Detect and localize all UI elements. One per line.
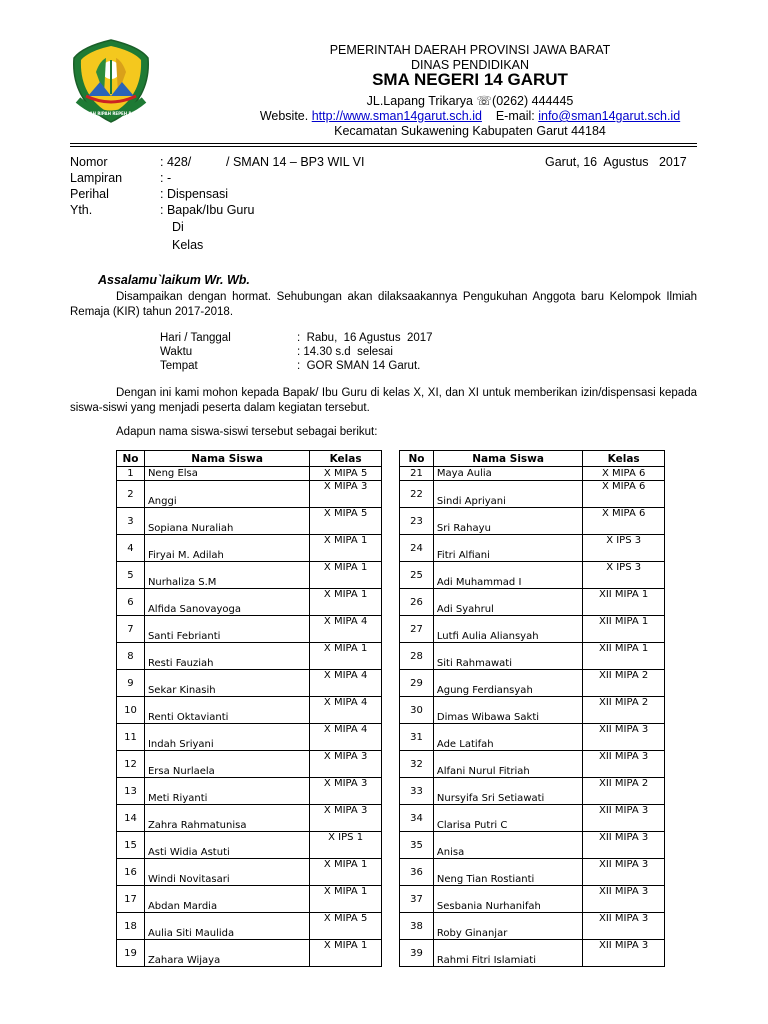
student-name: Dimas Wibawa Sakti xyxy=(433,697,582,724)
student-name: Alfani Nurul Fitriah xyxy=(433,751,582,778)
student-number: 30 xyxy=(400,697,434,724)
school-address: JL.Lapang Trikarya ☏(0262) 444445 xyxy=(366,94,574,108)
nomor-label: Nomor xyxy=(70,155,108,169)
student-name: Zahra Rahmatunisa xyxy=(144,805,309,832)
student-name: Ade Latifah xyxy=(433,724,582,751)
table-row xyxy=(400,778,665,805)
header-name: Nama Siswa xyxy=(433,451,582,467)
table-row xyxy=(117,481,382,508)
table-row xyxy=(117,859,382,886)
header-no: No xyxy=(400,451,434,467)
table-row xyxy=(400,670,665,697)
student-class: XII MIPA 3 xyxy=(583,805,665,832)
table-row xyxy=(117,467,382,481)
student-class: X MIPA 1 xyxy=(310,643,382,670)
student-number: 14 xyxy=(117,805,145,832)
student-class: X MIPA 4 xyxy=(310,724,382,751)
hari-value: : Rabu, 16 Agustus 2017 xyxy=(297,332,433,344)
table-row xyxy=(400,832,665,859)
student-class: X IPS 3 xyxy=(583,562,665,589)
student-class: X MIPA 5 xyxy=(310,508,382,535)
student-name: Neng Elsa xyxy=(144,467,309,481)
student-class: X MIPA 3 xyxy=(310,481,382,508)
student-class: X MIPA 1 xyxy=(310,886,382,913)
header-no: No xyxy=(117,451,145,467)
student-number: 4 xyxy=(117,535,145,562)
table-row xyxy=(400,697,665,724)
school-name: SMA NEGERI 14 GARUT xyxy=(372,70,568,89)
student-class: XII MIPA 3 xyxy=(583,859,665,886)
yth-value: : Bapak/Ibu Guru xyxy=(160,203,255,217)
student-number: 33 xyxy=(400,778,434,805)
student-class: X MIPA 3 xyxy=(310,778,382,805)
student-name: Abdan Mardia xyxy=(144,886,309,913)
student-number: 36 xyxy=(400,859,434,886)
student-name: Maya Aulia xyxy=(433,467,582,481)
waktu-label: Waktu xyxy=(160,346,193,358)
waktu-value: : 14.30 s.d selesai xyxy=(297,346,393,358)
yth-label: Yth. xyxy=(70,203,93,217)
student-name: Alfida Sanovayoga xyxy=(144,589,309,616)
student-name: Neng Tian Rostianti xyxy=(433,859,582,886)
student-name: Adi Syahrul xyxy=(433,589,582,616)
table-row xyxy=(117,643,382,670)
student-number: 22 xyxy=(400,481,434,508)
letter-date: Garut, 16 Agustus 2017 xyxy=(545,155,687,169)
table-row xyxy=(117,913,382,940)
student-number: 15 xyxy=(117,832,145,859)
student-number: 8 xyxy=(117,643,145,670)
kelas-text: Kelas xyxy=(172,238,204,252)
paragraph-list-intro: Adapun nama siswa-siswi tersebut sebagai berikut: xyxy=(116,426,378,438)
student-number: 5 xyxy=(117,562,145,589)
table-row xyxy=(117,940,382,967)
student-number: 23 xyxy=(400,508,434,535)
student-number: 37 xyxy=(400,886,434,913)
paragraph-intro: Disampaikan dengan hormat. Sehubungan akan dilaksaakannya Pengukuhan Anggota baru Kelompok Ilmiah Remaja (KIR) tahun 2017-2018. xyxy=(70,291,697,318)
student-name: Fitri Alfiani xyxy=(433,535,582,562)
student-name: Rahmi Fitri Islamiati xyxy=(433,940,582,967)
student-class: X MIPA 1 xyxy=(310,940,382,967)
table-row xyxy=(117,886,382,913)
student-number: 16 xyxy=(117,859,145,886)
student-number: 24 xyxy=(400,535,434,562)
table-row xyxy=(400,508,665,535)
student-number: 3 xyxy=(117,508,145,535)
table-row xyxy=(400,562,665,589)
table-row xyxy=(117,832,382,859)
website-label: Website. xyxy=(259,109,309,123)
student-number: 12 xyxy=(117,751,145,778)
table-row xyxy=(400,616,665,643)
student-class: XII MIPA 3 xyxy=(583,886,665,913)
student-class: X MIPA 6 xyxy=(583,481,665,508)
student-name: Sindi Apriyani xyxy=(433,481,582,508)
table-row xyxy=(117,589,382,616)
header-name: Nama Siswa xyxy=(144,451,309,467)
student-name: Agung Ferdiansyah xyxy=(433,670,582,697)
provincial-emblem-logo xyxy=(70,38,152,124)
header-kelas: Kelas xyxy=(583,451,665,467)
student-name: Sesbania Nurhanifah xyxy=(433,886,582,913)
student-class: XII MIPA 1 xyxy=(583,616,665,643)
email-label: E-mail: xyxy=(495,109,535,123)
student-class: X MIPA 6 xyxy=(583,508,665,535)
student-name: Sri Rahayu xyxy=(433,508,582,535)
table-row xyxy=(117,697,382,724)
student-class: XII MIPA 2 xyxy=(583,697,665,724)
website-link[interactable]: http://www.sman14garut.sch.id xyxy=(311,109,482,123)
student-number: 31 xyxy=(400,724,434,751)
student-number: 32 xyxy=(400,751,434,778)
student-number: 34 xyxy=(400,805,434,832)
student-class: X IPS 1 xyxy=(310,832,382,859)
student-class: X MIPA 1 xyxy=(310,589,382,616)
student-class: X MIPA 3 xyxy=(310,751,382,778)
perihal-label: Perihal xyxy=(70,187,109,201)
student-name: Anisa xyxy=(433,832,582,859)
table-row xyxy=(117,805,382,832)
table-row xyxy=(117,535,382,562)
header-kelas: Kelas xyxy=(310,451,382,467)
student-number: 7 xyxy=(117,616,145,643)
tempat-label: Tempat xyxy=(160,360,198,372)
contact-line xyxy=(170,109,768,123)
hari-label: Hari / Tanggal xyxy=(160,332,231,344)
student-class: X MIPA 5 xyxy=(310,467,382,481)
student-number: 10 xyxy=(117,697,145,724)
student-name: Nursyifa Sri Setiawati xyxy=(433,778,582,805)
greeting: Assalamu`laikum Wr. Wb. xyxy=(98,273,250,287)
nomor-value: : 428/ / SMAN 14 – BP3 WIL VI xyxy=(160,155,365,169)
student-table-right xyxy=(399,450,665,967)
table-row xyxy=(400,643,665,670)
student-class: XII MIPA 3 xyxy=(583,940,665,967)
student-class: XII MIPA 1 xyxy=(583,589,665,616)
student-name: Lutfi Aulia Aliansyah xyxy=(433,616,582,643)
logo-motto: GEMAH RIPAH REPEH RAPIH xyxy=(79,111,143,116)
student-number: 17 xyxy=(117,886,145,913)
student-name: Adi Muhammad I xyxy=(433,562,582,589)
table-row xyxy=(400,859,665,886)
student-name: Indah Sriyani xyxy=(144,724,309,751)
student-class: XII MIPA 3 xyxy=(583,913,665,940)
student-class: XII MIPA 2 xyxy=(583,778,665,805)
student-class: XII MIPA 2 xyxy=(583,670,665,697)
student-number: 26 xyxy=(400,589,434,616)
table-row xyxy=(117,508,382,535)
header-divider xyxy=(70,143,697,144)
student-number: 13 xyxy=(117,778,145,805)
header-divider-thin xyxy=(70,146,697,147)
lampiran-value: : - xyxy=(160,171,172,185)
student-name: Firyai M. Adilah xyxy=(144,535,309,562)
student-name: Ersa Nurlaela xyxy=(144,751,309,778)
student-number: 27 xyxy=(400,616,434,643)
table-row xyxy=(400,940,665,967)
student-number: 38 xyxy=(400,913,434,940)
student-name: Sekar Kinasih xyxy=(144,670,309,697)
student-class: XII MIPA 3 xyxy=(583,832,665,859)
student-class: XII MIPA 3 xyxy=(583,724,665,751)
header-department-line: DINAS PENDIDIKAN xyxy=(410,58,530,72)
student-name: Resti Fauziah xyxy=(144,643,309,670)
student-name: Meti Riyanti xyxy=(144,778,309,805)
student-number: 29 xyxy=(400,670,434,697)
table-header-row xyxy=(400,451,665,467)
student-class: X MIPA 4 xyxy=(310,697,382,724)
student-name: Asti Widia Astuti xyxy=(144,832,309,859)
table-row xyxy=(400,467,665,481)
student-name: Anggi xyxy=(144,481,309,508)
student-number: 11 xyxy=(117,724,145,751)
student-class: X IPS 3 xyxy=(583,535,665,562)
table-row xyxy=(117,670,382,697)
student-number: 6 xyxy=(117,589,145,616)
table-row xyxy=(117,724,382,751)
student-class: XII MIPA 3 xyxy=(583,751,665,778)
table-row xyxy=(400,886,665,913)
table-row xyxy=(117,751,382,778)
tempat-value: : GOR SMAN 14 Garut. xyxy=(297,360,421,372)
student-name: Aulia Siti Maulida xyxy=(144,913,309,940)
student-class: X MIPA 1 xyxy=(310,859,382,886)
table-row xyxy=(400,724,665,751)
student-class: X MIPA 4 xyxy=(310,670,382,697)
student-name: Zahara Wijaya xyxy=(144,940,309,967)
table-row xyxy=(400,913,665,940)
student-number: 35 xyxy=(400,832,434,859)
student-number: 2 xyxy=(117,481,145,508)
student-number: 28 xyxy=(400,643,434,670)
student-class: X MIPA 5 xyxy=(310,913,382,940)
student-name: Clarisa Putri C xyxy=(433,805,582,832)
student-class: X MIPA 3 xyxy=(310,805,382,832)
table-row xyxy=(117,616,382,643)
student-number: 9 xyxy=(117,670,145,697)
student-name: Siti Rahmawati xyxy=(433,643,582,670)
di-text: Di xyxy=(172,220,184,234)
table-row xyxy=(400,589,665,616)
perihal-value: : Dispensasi xyxy=(160,187,229,201)
paragraph-request: Dengan ini kami mohon kepada Bapak/ Ibu Guru di kelas X, XI, dan XI untuk memberikan izin/dispensasi kepada siswa-siswi yang menjadi peserta dalam kegiatan tersebut. xyxy=(70,387,697,414)
table-row xyxy=(117,562,382,589)
student-name: Roby Ginanjar xyxy=(433,913,582,940)
student-number: 19 xyxy=(117,940,145,967)
lampiran-label: Lampiran xyxy=(70,171,123,185)
student-name: Sopiana Nuraliah xyxy=(144,508,309,535)
student-class: X MIPA 1 xyxy=(310,562,382,589)
table-row xyxy=(400,751,665,778)
table-header-row xyxy=(117,451,382,467)
student-name: Windi Novitasari xyxy=(144,859,309,886)
student-name: Santi Febrianti xyxy=(144,616,309,643)
student-class: X MIPA 4 xyxy=(310,616,382,643)
student-number: 21 xyxy=(400,467,434,481)
student-class: X MIPA 1 xyxy=(310,535,382,562)
table-row xyxy=(117,778,382,805)
student-class: X MIPA 6 xyxy=(583,467,665,481)
student-class: XII MIPA 1 xyxy=(583,643,665,670)
student-number: 25 xyxy=(400,562,434,589)
student-number: 18 xyxy=(117,913,145,940)
header-government-line: PEMERINTAH DAERAH PROVINSI JAWA BARAT xyxy=(329,43,611,57)
student-table-left xyxy=(116,450,382,967)
district-line: Kecamatan Sukawening Kabupaten Garut 44184 xyxy=(334,124,606,138)
table-row xyxy=(400,535,665,562)
table-row xyxy=(400,481,665,508)
student-name: Nurhaliza S.M xyxy=(144,562,309,589)
table-row xyxy=(400,805,665,832)
email-link[interactable]: info@sman14garut.sch.id xyxy=(538,109,681,123)
student-number: 1 xyxy=(117,467,145,481)
student-name: Renti Oktavianti xyxy=(144,697,309,724)
student-number: 39 xyxy=(400,940,434,967)
